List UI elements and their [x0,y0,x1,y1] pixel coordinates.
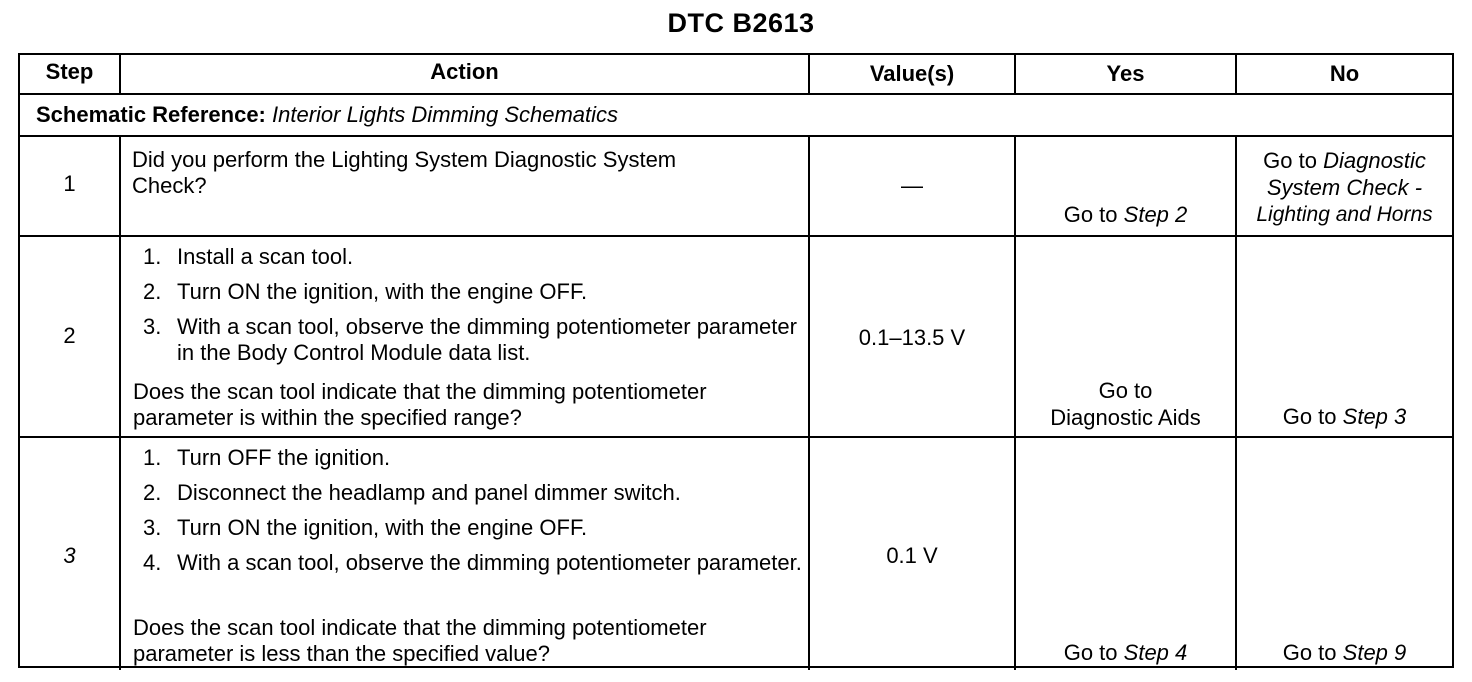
col-divider [119,135,121,670]
goto-step-link[interactable]: Step 4 [1123,640,1188,665]
question-text: Does the scan tool indicate that the dimming potentiometer parameter is less than the specified value? [133,615,707,666]
step-number: 1 [63,171,76,196]
no-cell [1237,640,1452,666]
diagnostic-table [18,53,1454,668]
row-divider [20,235,1452,237]
goto-prefix: Go to [1063,202,1118,227]
action-steps [121,445,808,576]
list-item: 3. Turn ON the ignition, with the engine OFF. [143,515,588,540]
goto-link[interactable]: System Check - [1266,175,1423,200]
schematic-label: Schematic Reference: [36,102,266,127]
goto-step-link[interactable]: Step 2 [1123,202,1188,227]
goto-prefix: Go to [1282,640,1337,665]
yes-cell [1016,640,1235,666]
header-no: No [1329,61,1360,86]
goto-link[interactable]: Diagnostic [1323,148,1426,173]
goto-step-link[interactable]: Step 9 [1342,640,1407,665]
goto-prefix: Go to [1263,148,1317,173]
question-text: Does the scan tool indicate that the dimming potentiometer parameter is within the specified range? [133,379,707,430]
list-item: 4. With a scan tool, observe the dimming potentiometer parameter. [143,550,802,575]
goto-link[interactable]: Diagnostic Aids [1050,405,1201,430]
value-text: 0.1 V [886,543,938,568]
yes-cell [1016,202,1235,228]
row-divider [20,93,1452,95]
goto-step-link[interactable]: Step 3 [1342,404,1407,429]
list-item: 1. Install a scan tool. [143,244,354,269]
goto-prefix: Go to [1282,404,1337,429]
step-number: 2 [63,323,76,348]
value-text: 0.1–13.5 V [858,325,966,350]
row-divider [20,135,1452,137]
list-item: 2. Turn ON the ignition, with the engine OFF. [143,279,588,304]
goto-prefix: Go to [1098,378,1153,403]
goto-prefix: Go to [1063,640,1118,665]
no-cell [1237,147,1452,228]
list-item: 1. Turn OFF the ignition. [143,445,391,470]
header-action: Action [430,59,499,84]
goto-link[interactable]: Lighting and Horns [1256,203,1433,226]
action-steps [121,244,808,366]
yes-cell [1016,377,1235,431]
schematic-reference [36,102,1436,128]
page-title: DTC B2613 [667,8,815,38]
action-text: Did you perform the Lighting System Diagnostic System Check? [132,147,677,198]
header-step: Step [45,59,94,84]
schematic-link[interactable]: Interior Lights Dimming Schematics [272,102,619,127]
list-item: 3. With a scan tool, observe the dimming potentiometer parameter in the Body Control Module data list. [143,314,797,365]
header-yes: Yes [1106,61,1145,86]
no-cell [1237,404,1452,430]
value-text: — [901,173,923,198]
row-divider [20,436,1452,438]
list-item: 2. Disconnect the headlamp and panel dimmer switch. [143,480,681,505]
header-values: Value(s) [869,61,955,86]
step-number: 3 [63,543,76,568]
